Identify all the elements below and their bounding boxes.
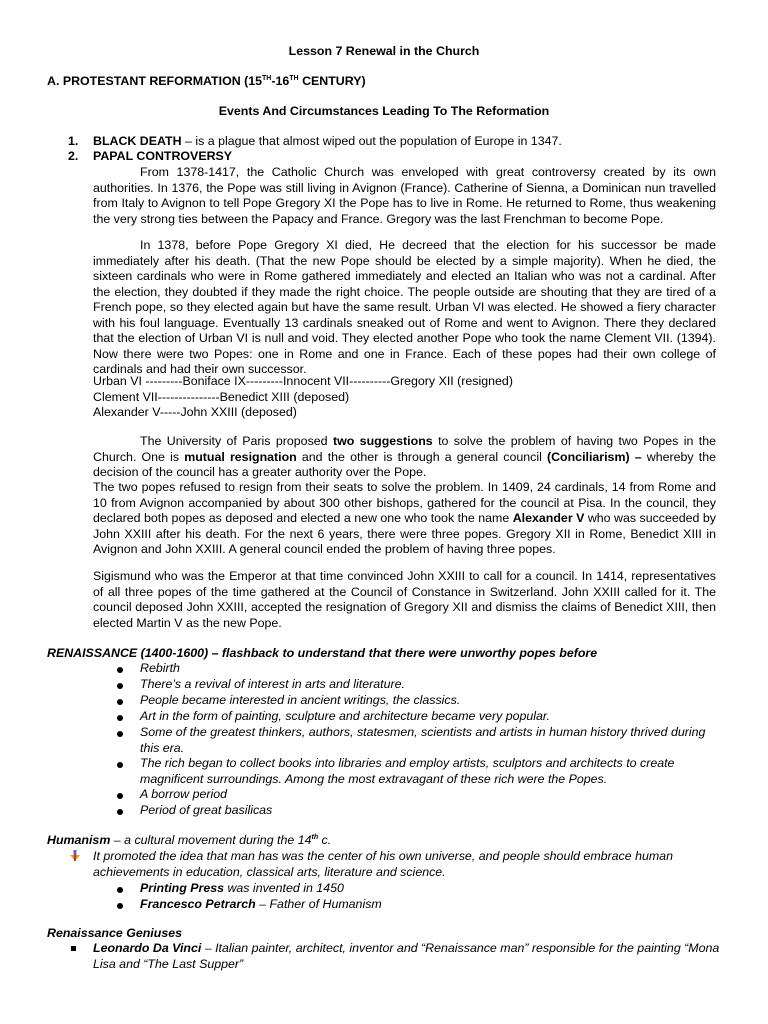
succession-list <box>93 374 716 421</box>
bullet-icon <box>117 699 123 705</box>
humanism-point: It promoted the idea that man has was the center of his own universe, and people should embrace human achievements in education, classical arts, literature and science. <box>93 849 673 879</box>
page-title: Lesson 7 Renewal in the Church <box>288 44 480 58</box>
geniuses-heading: Renaissance Geniuses <box>47 926 182 940</box>
bullet-icon <box>117 683 123 689</box>
list-item: Some of the greatest thinkers, authors, statesmen, scientists and artists in human history thrived during this era. <box>140 725 706 755</box>
list-item: 1. BLACK DEATH – is a plague that almost wiped out the population of Europe in 1347. <box>68 134 562 148</box>
list-item: Printing Press was invented in 1450 <box>140 881 344 895</box>
list-item: A borrow period <box>140 787 228 801</box>
renaissance-heading: RENAISSANCE (1400-1600) – flashback to understand that there were unworthy popes before <box>47 646 598 660</box>
list-item: Period of great basilicas <box>140 803 273 817</box>
list-item: 2. PAPAL CONTROVERSY <box>68 149 233 163</box>
succession-line: Urban VI ---------Boniface IX---------Innocent VII----------Gregory XII (resigned) <box>93 374 513 388</box>
list-item: People became interested in ancient writings, the classics. <box>140 693 461 707</box>
list-item: Francesco Petrarch – Father of Humanism <box>140 897 382 911</box>
humanism-heading: Humanism – a cultural movement during the 14th c. <box>47 833 332 847</box>
bullet-icon <box>117 793 123 799</box>
square-bullet-icon <box>71 946 76 951</box>
list-item: Leonardo Da Vinci – Italian painter, architect, inventor and “Renaissance man” responsible for the painting “Mona Lisa and “The Last Supper” <box>93 941 720 971</box>
bullet-icon <box>117 887 123 893</box>
bullet-icon <box>117 762 123 768</box>
list-item: Rebirth <box>140 661 180 675</box>
succession-line: Alexander V-----John XXIII (deposed) <box>93 405 297 419</box>
arrow-down-icon <box>70 850 80 862</box>
paragraph-suggestions: The University of Paris proposed two suggestions to solve the problem of having two Popes in the Church. One is mutual resignation and the other is through a general council (Conciliarism) – whereby the decision of the council has a greater authority over the Pope. <box>93 434 716 479</box>
bullet-icon <box>117 715 123 721</box>
paragraph-pisa: The two popes refused to resign from their seats to solve the problem. In 1409, 24 cardinals, 14 from Rome and 10 from Avignon accompanied by about 300 other bishops, gathered for the council at Pisa. In the council, they declared both popes as deposed and elected a new one who took the name Alexander V who was succeeded by John XXIII after his death. For the next 6 years, there were three popes. Gregory XII in Rome, Benedict XIII in Avignon and John XXIII. A general council ended the problem of having three popes. <box>93 480 716 556</box>
list-item: The rich began to collect books into libraries and employ artists, sculptors and architects to create magnificent surroundings. Among the most extravagant of these rich were the Popes. <box>140 756 675 786</box>
section-a-heading: A. PROTESTANT REFORMATION (15TH-16TH CENTURY) <box>47 74 366 88</box>
bullet-icon <box>117 903 123 909</box>
succession-line: Clement VII---------------Benedict XIII (deposed) <box>93 389 350 404</box>
list-item: Art in the form of painting, sculpture and architecture became very popular. <box>140 709 551 723</box>
paragraph-papal-history: From 1378-1417, the Catholic Church was enveloped with great controversy created by its own authorities. In 1376, the Pope was still living in Avignon (France). Catherine of Sienna, a Dominican nun travelled from Italy to Avignon to tell Pope Gregory XI the Pope has to live in Rome. He returned to Rome, thus weakening the very strong ties between the Papacy and France. Gregory was the last Frenchman to become Pope. <box>93 165 716 226</box>
bullet-icon <box>117 731 123 737</box>
bullet-icon <box>117 667 123 673</box>
bullet-icon <box>117 809 123 815</box>
paragraph-election: In 1378, before Pope Gregory XI died, He decreed that the election for his successor be made immediately after his death. (That the new Pope should be elected by a simple majority). When he died, the sixteen cardinals who were in Rome gathered immediately and elected an Italian who was not a cardinal. After the election, they doubted if they made the right choice. The people outside are shouting that they are tired of a French pope, so they elected again but have the same result. Urban VI was elected. He showed a fiery character with his foul language. Eventually 13 cardinals sneaked out of Rome and went to Avignon. There they declared that the election of Urban VI is null and void. They elected another Pope who took the name Clement VII. (1394). Now there were two Popes: one in Rome and one in France. Each of these popes had their own college of cardinals and had their own successor. <box>93 238 716 376</box>
paragraph-constance: Sigismund who was the Emperor at that time convinced John XXIII to call for a council. In 1414, representatives of all three popes of the time gathered at the Council of Constance in Switzerland. John XXIII called for it. The council deposed John XXIII, accepted the resignation of Gregory XII and dismiss the claims of Benedict XIII, then elected Martin V as the new Pope. <box>93 569 716 630</box>
list-item: There’s a revival of interest in arts and literature. <box>140 677 405 691</box>
section-subtitle: Events And Circumstances Leading To The Reformation <box>218 104 550 118</box>
